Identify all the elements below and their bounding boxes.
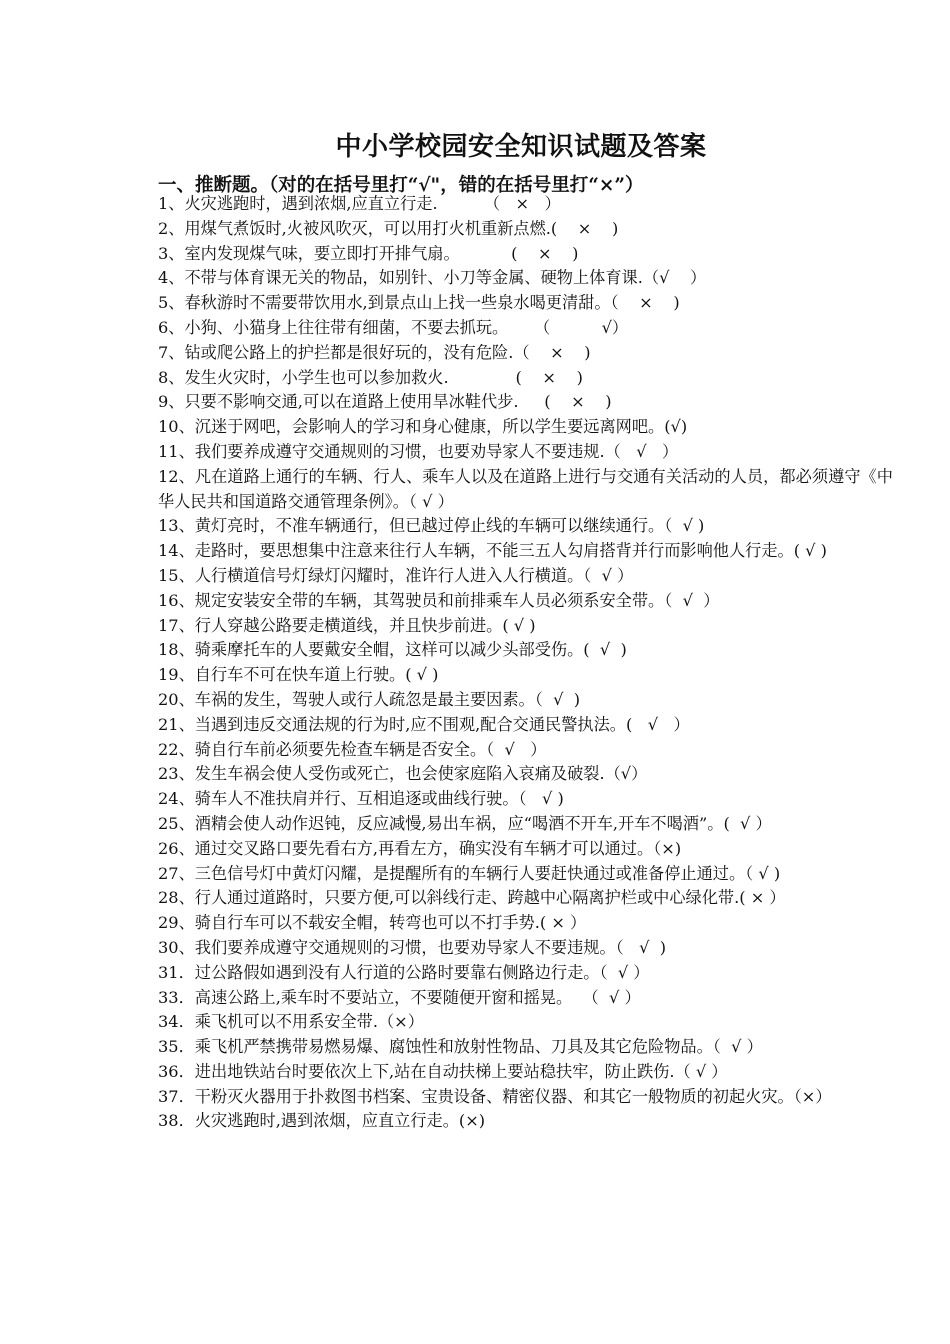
question-item: 38．火灾逃跑时,遇到浓烟，应直立行走。(×) (158, 1111, 486, 1131)
question-item: 8、发生火灾时，小学生也可以参加救火. ( × ) (158, 367, 583, 387)
question-item: 9、只要不影响交通,可以在道路上使用旱冰鞋代步. ( × ) (158, 392, 612, 412)
question-item: 14、走路时，要思想集中注意来往行人车辆，不能三五人勾肩搭背并行而影响他人行走。( √ ) (158, 541, 827, 561)
section-heading: 一、推断题。（对的在括号里打“√"，错的在括号里打“×”） (158, 175, 644, 196)
question-item: 6、小狗、小猫身上往往带有细菌，不要去抓玩。 （ √） (158, 317, 629, 337)
document-title (0, 126, 950, 163)
question-item: 36．进出地铁站台时要依次上下,站在自动扶梯上要站稳扶牢，防止跌伤.（ √ ） (158, 1061, 728, 1081)
question-item: 26、通过交叉路口要先看右方,再看左方，确实没有车辆才可以通过。（×) (158, 838, 682, 858)
question-item: 29、骑自行车可以不载安全帽，转弯也可以不打手势.( × ） (158, 913, 587, 933)
question-item: 37．干粉灭火器用于扑救图书档案、宝贵设备、精密仪器、和其它一般物质的初起火灾。（×） (158, 1086, 832, 1106)
question-item: 5、春秋游时不需要带饮用水,到景点山上找一些泉水喝更清甜。（ × ) (158, 293, 680, 313)
question-item: 28、行人通过道路时，只要方便,可以斜线行走、跨越中心隔离护栏或中心绿化带.( × ） (158, 888, 786, 908)
question-item: 20、车祸的发生，驾驶人或行人疏忽是最主要因素。（ √ ) (158, 689, 581, 709)
question-item: 12、凡在道路上通行的车辆、行人、乘车人以及在道路上进行与交通有关活动的人员，都必须遵守《中华人民共和国道路交通管理条例》。（ √ ） (158, 466, 893, 511)
question-list (158, 192, 893, 1134)
question-item: 21、当遇到违反交通法规的行为时,应不围观,配合交通民警执法。( √ ） (158, 714, 690, 734)
question-item: 18、骑乘摩托车的人要戴安全帽，这样可以减少头部受伤。( √ ) (158, 640, 627, 660)
question-item: 15、人行横道信号灯绿灯闪耀时，准许行人进入人行横道。（ √ ） (158, 565, 634, 585)
question-item: 33．高速公路上,乘车时不要站立，不要随便开窗和摇晃。 （ √ ） (158, 987, 641, 1007)
question-item: 10、沉迷于网吧，会影响人的学习和身心健康，所以学生要远离网吧。(√) (158, 417, 688, 437)
question-item: 22、骑自行车前必须要先检查车辆是否安全。（ √ ） (158, 739, 547, 759)
question-item: 27、三色信号灯中黄灯闪耀，是提醒所有的车辆行人要赶快通过或准备停止通过。（ √ ) (158, 863, 781, 883)
question-item: 7、钻或爬公路上的护拦都是很好玩的，没有危险.（ × ) (158, 342, 591, 362)
question-item: 34．乘飞机可以不用系安全带.（×） (158, 1012, 424, 1032)
question-item: 30、我们要养成遵守交通规则的习惯，也要劝导家人不要违规。（ √ ) (158, 937, 667, 957)
question-item: 23、发生车祸会使人受伤或死亡，也会使家庭陷入哀痛及破裂.（√） (158, 764, 648, 784)
question-item: 2、用煤气煮饭时,火被风吹灭，可以用打火机重新点燃.( × ) (158, 218, 619, 238)
document-title-text: 中小学校园安全知识试题及答案 (335, 132, 707, 162)
question-item: 31．过公路假如遇到没有人行道的公路时要靠右侧路边行走。（ √ ） (158, 962, 650, 982)
question-item: 35．乘飞机严禁携带易燃易爆、腐蚀性和放射性物品、刀具及其它危险物品。（ √ ） (158, 1037, 763, 1057)
question-item: 13、黄灯亮时，不准车辆通行，但已越过停止线的车辆可以继续通行。（ √ ) (158, 516, 705, 536)
question-item: 17、行人穿越公路要走横道线，并且快步前进。( √ ) (158, 615, 536, 635)
question-item: 24、骑车人不准扶肩并行、互相追逐或曲线行驶。（ √ ) (158, 789, 564, 809)
question-item: 19、自行车不可在快车道上行驶。( √ ) (158, 665, 439, 685)
question-item: 3、室内发现煤气味，要立即打开排气扇。 ( × ) (158, 243, 579, 263)
question-item: 16、规定安装安全带的车辆，其驾驶员和前排乘车人员必须系安全带。（ √ ） (158, 590, 720, 610)
question-item: 25、酒精会使人动作迟钝，反应减慢,易出车祸，应“喝酒不开车,开车不喝酒”。( √ ） (158, 813, 772, 833)
question-item: 1、火灾逃跑时，遇到浓烟,应直立行走. （ × ） (158, 194, 561, 213)
question-item: 11、我们要养成遵守交通规则的习惯，也要劝导家人不要违规.（ √ ） (158, 441, 679, 461)
question-item: 4、不带与体育课无关的物品，如别针、小刀等金属、硬物上体育课.（√ ） (158, 268, 707, 288)
